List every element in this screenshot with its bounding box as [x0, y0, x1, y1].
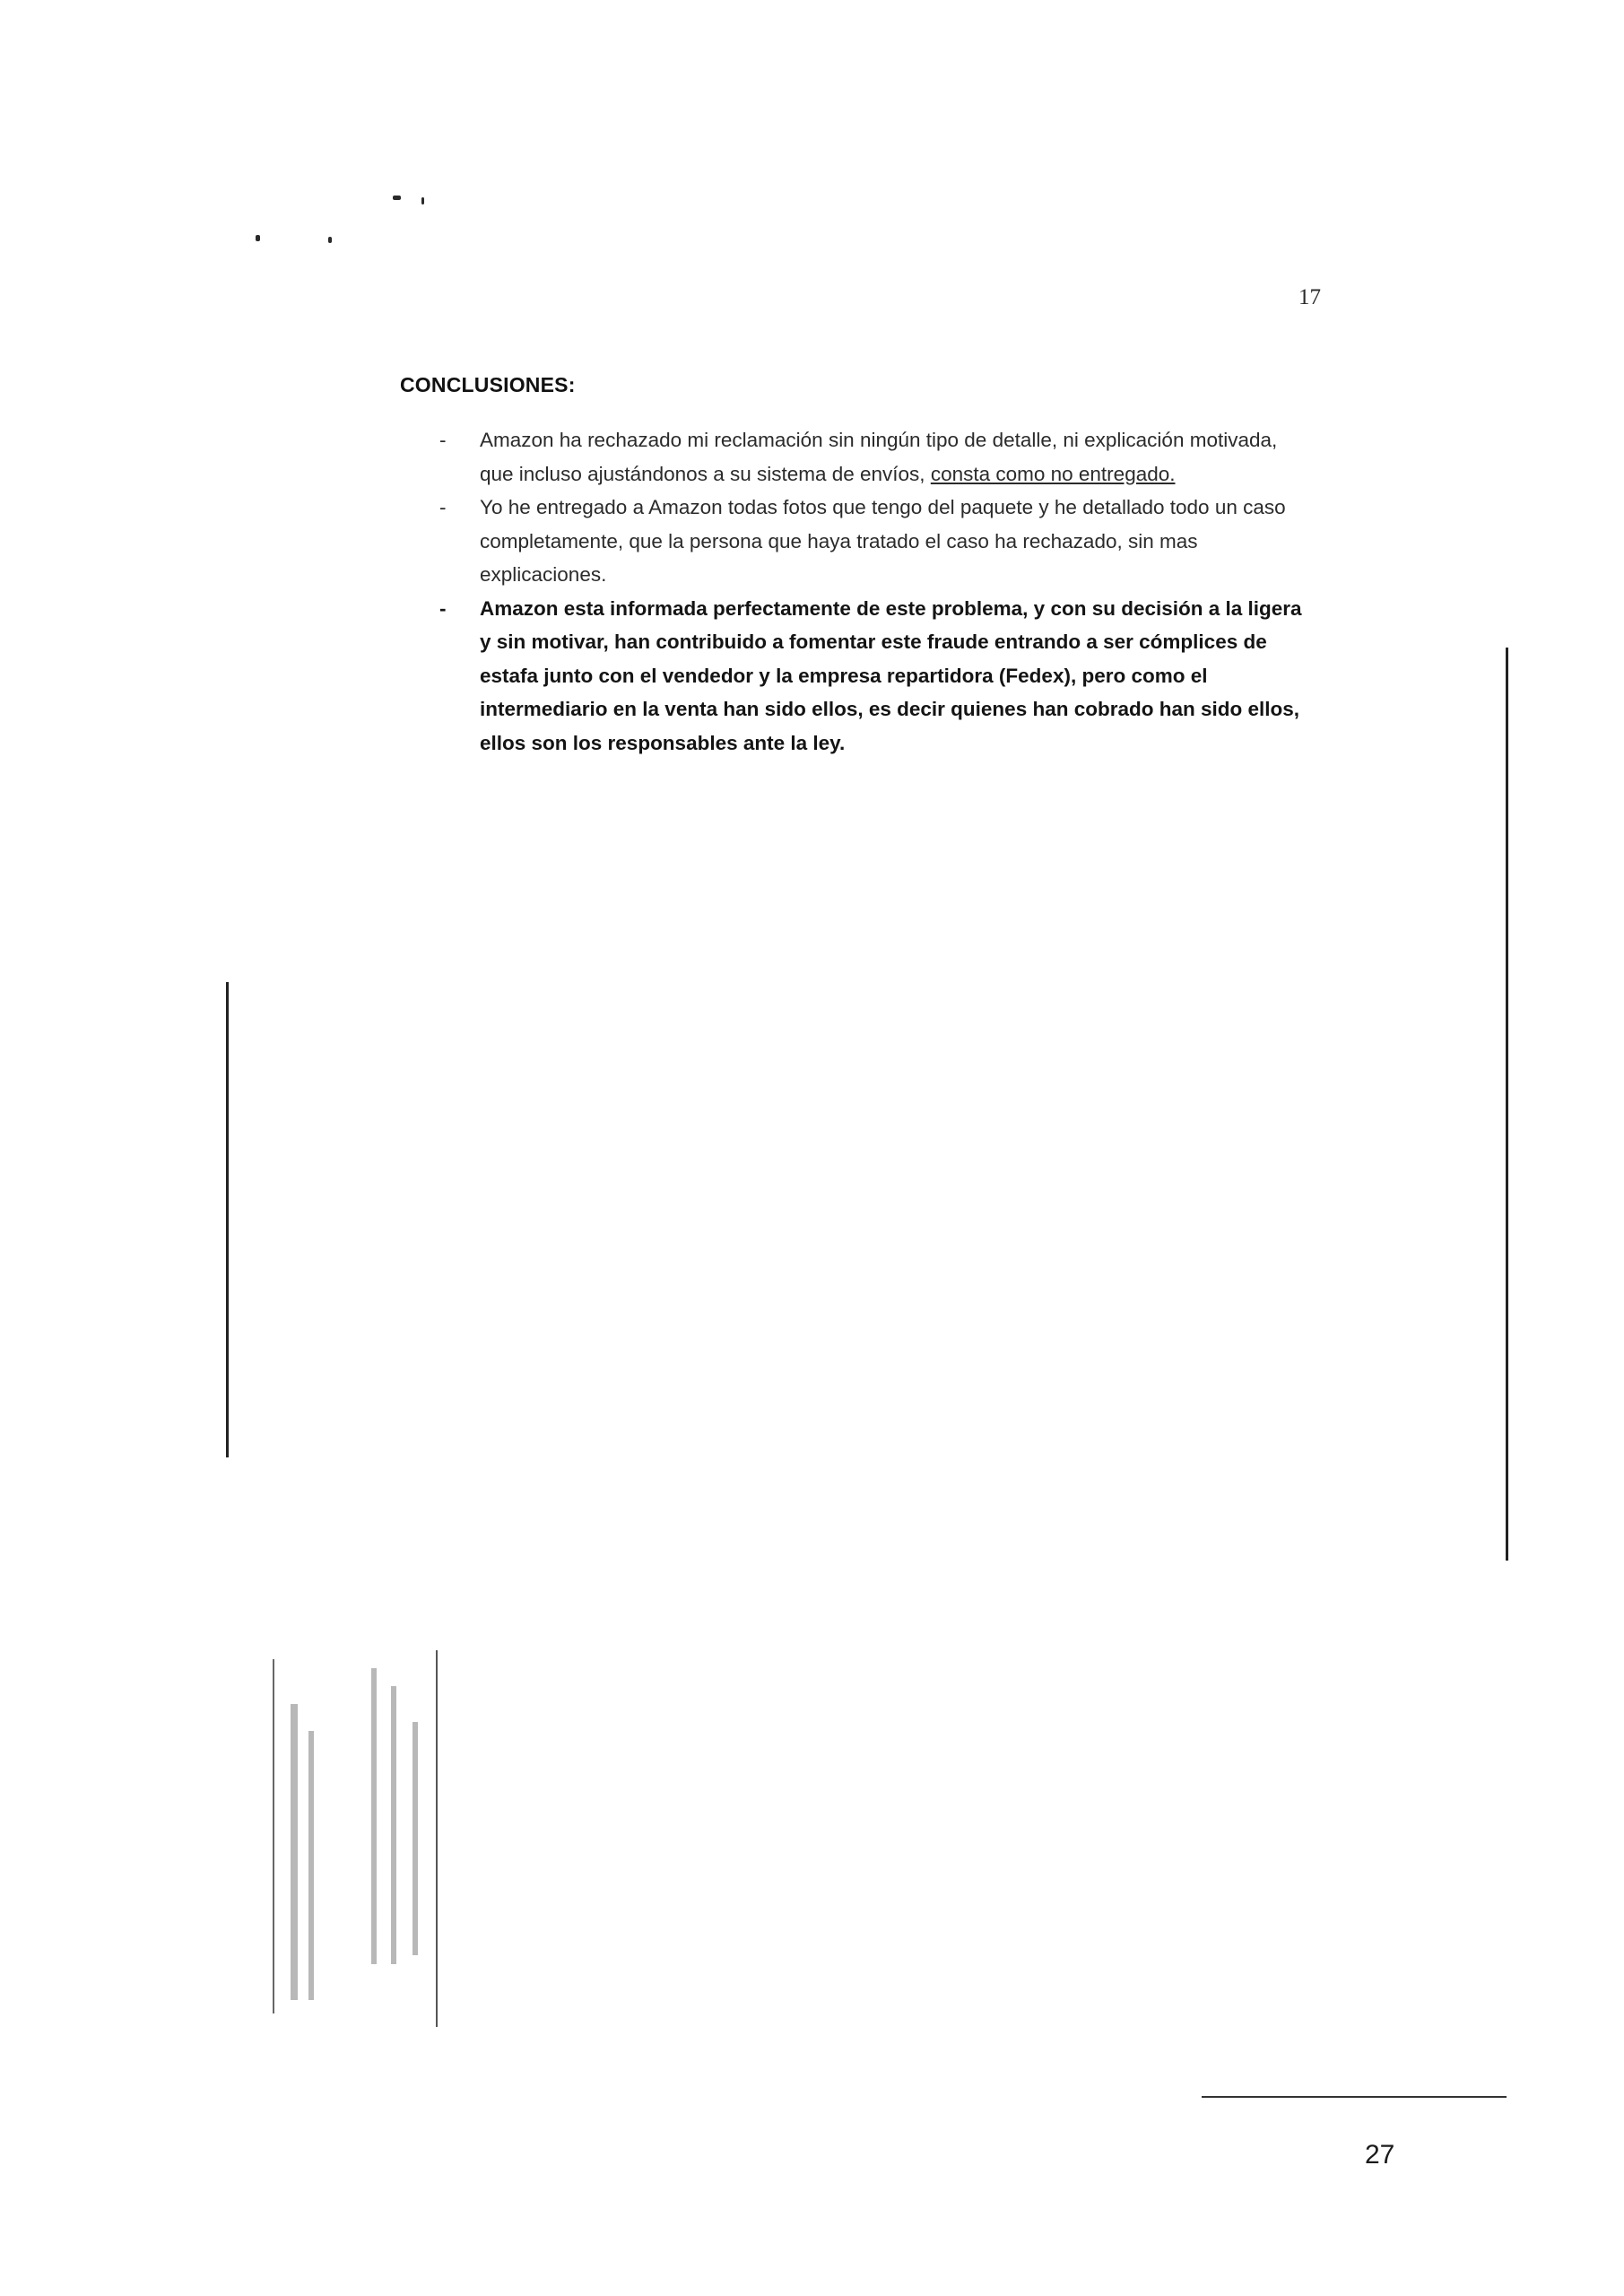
list-item	[439, 491, 1309, 592]
conclusions-list	[439, 423, 1309, 760]
scan-edge-line-right	[1506, 648, 1508, 1561]
item-text: Amazon ha rechazado mi reclamación sin ningún tipo de detalle, ni explicación motivada, que incluso ajustándonos a su sistema de envíos,	[480, 429, 1278, 485]
item-underlined-text: consta como no entregado.	[930, 462, 1176, 485]
list-item	[439, 592, 1309, 761]
scan-bottom-line	[1202, 2096, 1507, 2098]
page-number: 27	[1365, 2140, 1395, 2170]
list-dash: -	[439, 496, 447, 518]
scan-edge-line-left	[226, 982, 229, 1457]
scan-speck	[328, 237, 332, 243]
item-text: Amazon esta informada perfectamente de este problema, y con su decisión a la ligera y sin motivar, han contribuido a fomentar este fraude entrando a ser cómplices de estafa junto con el vendedor y la empresa repartidora (Fedex), pero como el intermediario en la venta han sido ellos, es decir quienes han cobrado han sido ellos, ellos son los responsables ante la ley.	[480, 596, 1302, 754]
scan-speck	[421, 197, 424, 204]
scan-speck	[393, 196, 401, 200]
scan-speck	[256, 235, 260, 241]
scan-page-number: 17	[1298, 285, 1321, 309]
faded-stamp	[269, 1650, 457, 2036]
item-text: Yo he entregado a Amazon todas fotos que tengo del paquete y he detallado todo un caso completamente, que la persona que haya tratado el caso ha rechazado, sin mas explicaciones.	[480, 496, 1286, 586]
list-dash: -	[439, 429, 447, 451]
list-item	[439, 423, 1309, 491]
list-dash: -	[439, 596, 447, 620]
section-heading: CONCLUSIONES:	[400, 373, 576, 396]
